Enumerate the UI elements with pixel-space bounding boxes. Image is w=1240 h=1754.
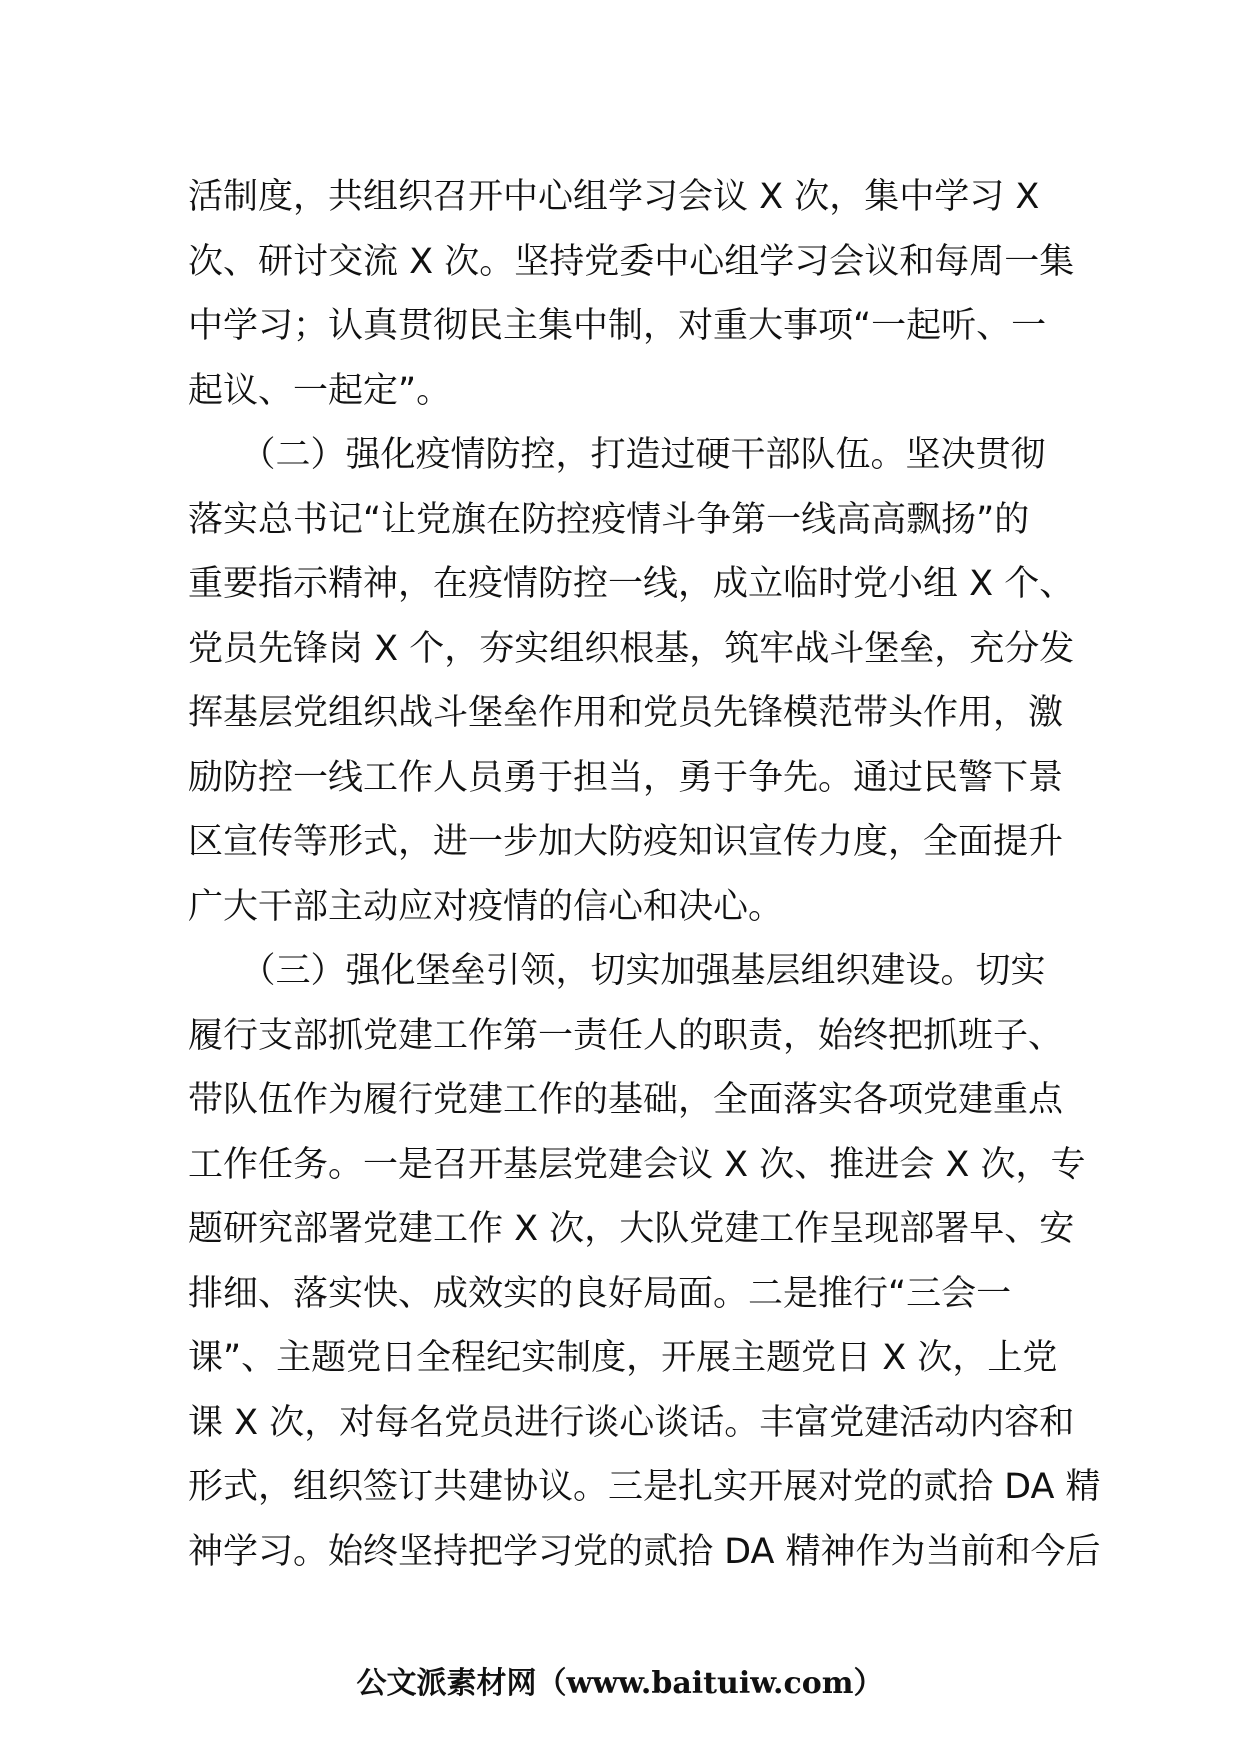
text-line: 神学习。始终坚持把学习党的贰拾 DA 精神作为当前和今后 xyxy=(188,1531,1101,1572)
text-line: （二）强化疫情防控，打造过硬干部队伍。坚决贯彻 xyxy=(188,435,1046,475)
document-body xyxy=(188,165,1101,1584)
text-line: 励防控一线工作人员勇于担当，勇于争先。通过民警下景 xyxy=(188,757,1064,798)
text-line: 带队伍作为履行党建工作的基础，全面落实各项党建重点 xyxy=(188,1080,1064,1120)
text-line: 题研究部署党建工作 X 次，大队党建工作呈现部署早、安 xyxy=(188,1209,1075,1249)
text-line: 课”、主题党日全程纪实制度，开展主题党日 X 次，上党 xyxy=(188,1338,1058,1378)
text-line: 重要指示精神，在疫情防控一线，成立临时党小组 X 个、 xyxy=(188,564,1075,604)
text-line: （三）强化堡垒引领，切实加强基层组织建设。切实 xyxy=(188,951,1046,991)
text-line: 起议、一起定”。 xyxy=(188,370,452,411)
text-line: 课 X 次，对每名党员进行谈心谈话。丰富党建活动内容和 xyxy=(188,1402,1075,1443)
text-line: 挥基层党组织战斗堡垒作用和党员先锋模范带头作用，激 xyxy=(188,693,1064,733)
text-line: 活制度，共组织召开中心组学习会议 X 次，集中学习 X xyxy=(188,177,1040,217)
text-line: 广大干部主动应对疫情的信心和决心。 xyxy=(188,886,784,927)
text-line: 落实总书记“让党旗在防控疫情斗争第一线高高飘扬”的 xyxy=(188,499,1030,540)
text-line: 次、研讨交流 X 次。坚持党委中心组学习会议和每周一集 xyxy=(188,241,1075,282)
text-line: 区宣传等形式，进一步加大防疫知识宣传力度，全面提升 xyxy=(188,822,1064,862)
text-line: 履行支部抓党建工作第一责任人的职责，始终把抓班子、 xyxy=(188,1015,1064,1056)
text-line: 党员先锋岗 X 个，夯实组织根基，筑牢战斗堡垒，充分发 xyxy=(188,628,1075,669)
text-line: 中学习；认真贯彻民主集中制，对重大事项“一起听、一 xyxy=(188,306,1047,346)
text-line: 形式，组织签订共建协议。三是扎实开展对党的贰拾 DA 精 xyxy=(188,1467,1101,1507)
footer-watermark: 公文派素材网（www.baituiw.com） xyxy=(356,1666,884,1701)
text-line: 工作任务。一是召开基层党建会议 X 次、推进会 X 次，专 xyxy=(188,1144,1086,1185)
text-line: 排细、落实快、成效实的良好局面。二是推行“三会一 xyxy=(188,1273,1012,1314)
